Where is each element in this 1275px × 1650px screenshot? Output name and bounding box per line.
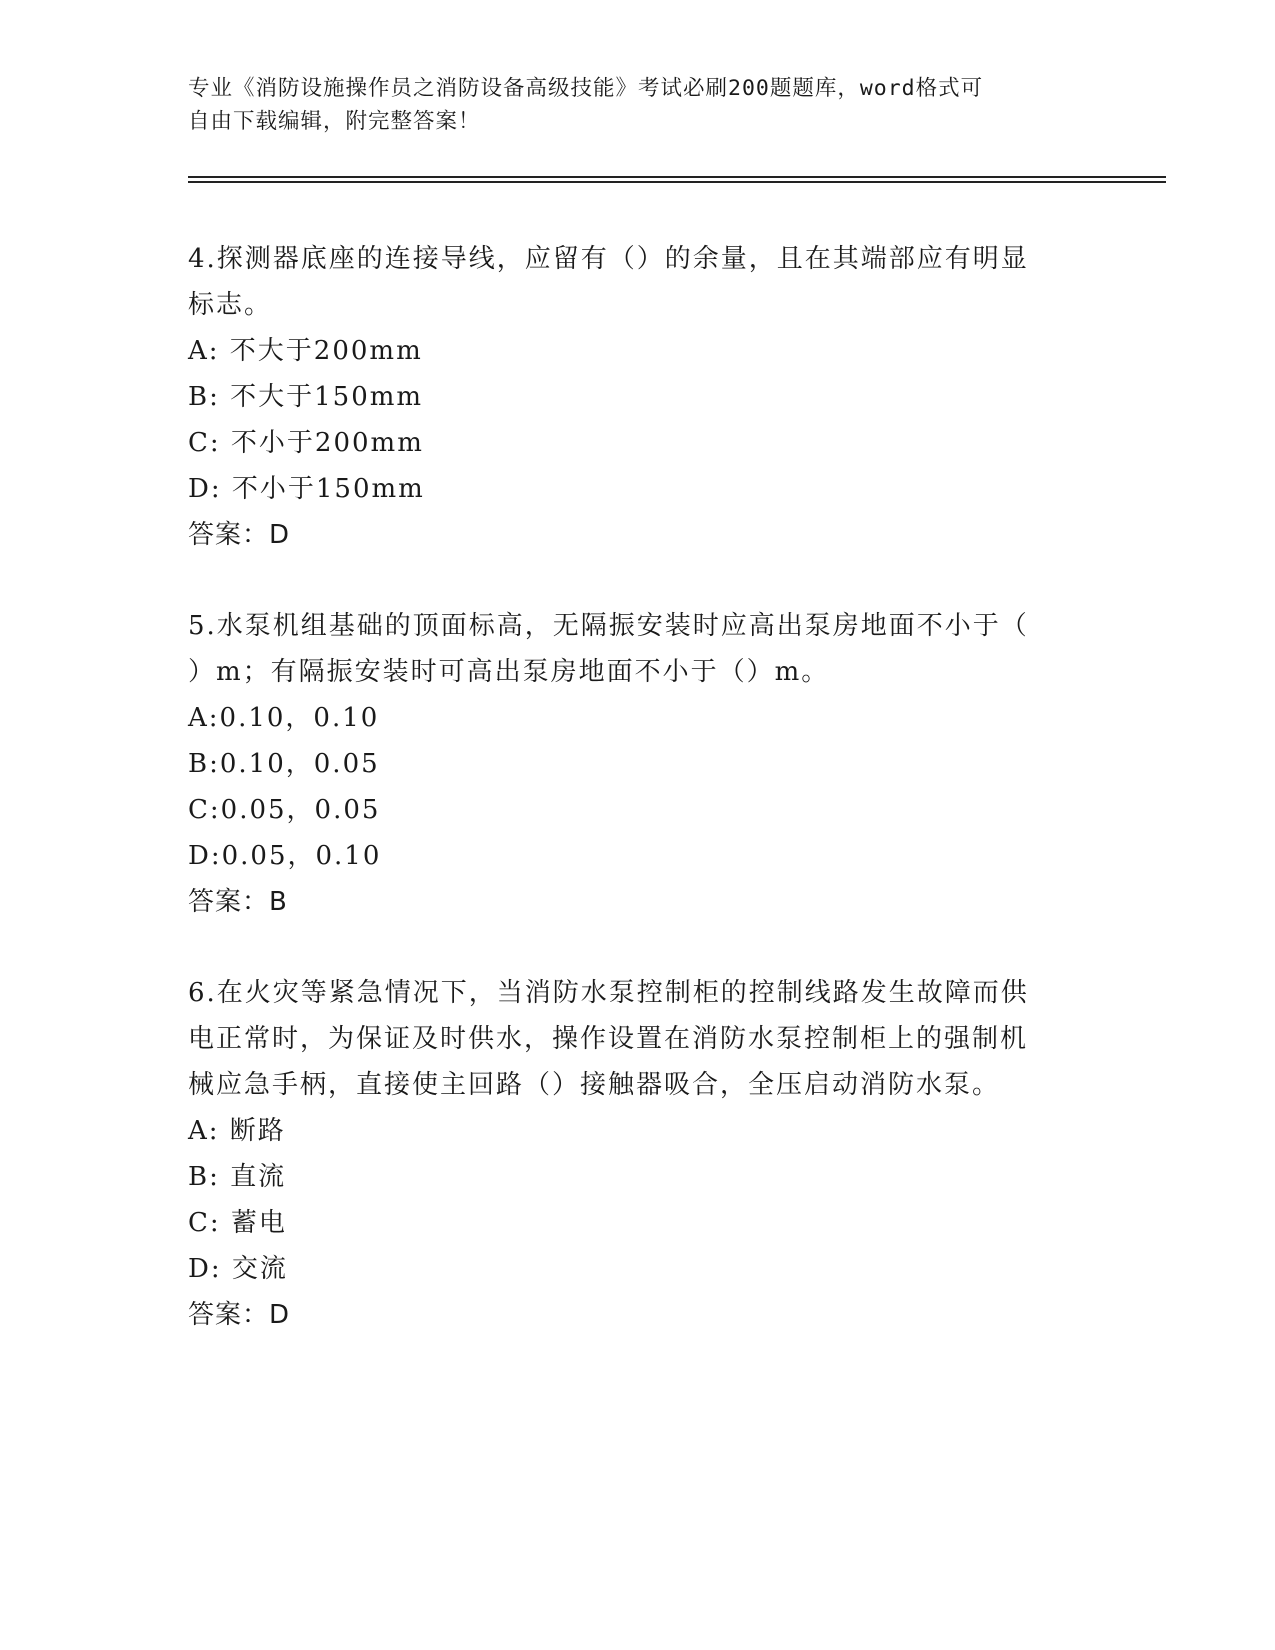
answer-line: 答案：D [188, 520, 291, 550]
option-b: B:0.10，0.05 [188, 749, 380, 779]
question-stem-line: 电正常时，为保证及时供水，操作设置在消防水泵控制柜上的强制机 [188, 1024, 1029, 1054]
intro-line-1: 专业《消防设施操作员之消防设备高级技能》考试必刷200题题库，word格式可 [188, 76, 984, 101]
question-block [188, 970, 1068, 1338]
question-stem-line: 械应急手柄，直接使主回路（）接触器吸合，全压启动消防水泵。 [188, 1070, 1001, 1100]
answer-line: 答案：D [188, 1300, 291, 1330]
intro-line-2: 自由下载编辑，附完整答案！ [188, 109, 481, 134]
option-b: B: 直流 [188, 1162, 287, 1192]
question-stem-line: ）m；有隔振安装时可高出泵房地面不小于（）m。 [188, 657, 830, 687]
option-c: C: 不小于200mm [188, 428, 424, 458]
question-block [188, 603, 1068, 925]
option-d: D:0.05，0.10 [188, 841, 382, 871]
option-d: D: 交流 [188, 1254, 288, 1284]
option-d: D: 不小于150mm [188, 474, 425, 504]
option-a: A:0.10，0.10 [188, 703, 380, 733]
document-intro [188, 72, 1068, 138]
header-divider [188, 176, 1166, 183]
option-c: C:0.05，0.05 [188, 795, 381, 825]
answer-line: 答案：B [188, 887, 288, 917]
question-block [188, 236, 1068, 558]
question-stem-line: 4.探测器底座的连接导线，应留有（）的余量，且在其端部应有明显 [188, 244, 1029, 274]
option-b: B: 不大于150mm [188, 382, 424, 412]
question-stem-line: 标志。 [188, 290, 273, 320]
option-a: A: 不大于200mm [188, 336, 423, 366]
option-c: C: 蓄电 [188, 1208, 287, 1238]
question-stem-line: 5.水泵机组基础的顶面标高，无隔振安装时应高出泵房地面不小于（ [188, 611, 1029, 641]
question-stem-line: 6.在火灾等紧急情况下，当消防水泵控制柜的控制线路发生故障而供 [188, 978, 1029, 1008]
option-a: A: 断路 [188, 1116, 286, 1146]
